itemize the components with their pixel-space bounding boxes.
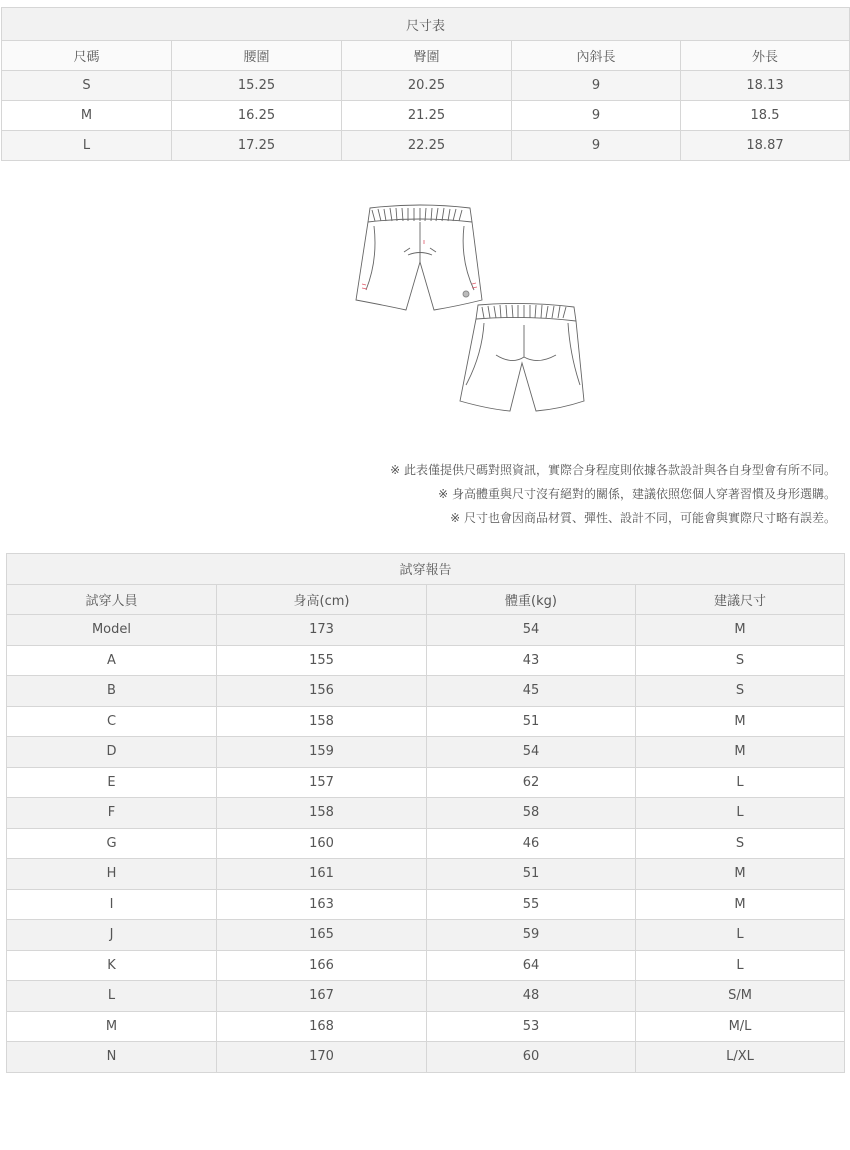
table-row: [7, 950, 845, 981]
table-cell: 157: [217, 767, 427, 798]
table-row: [7, 1042, 845, 1073]
table-cell: S/M: [636, 981, 845, 1012]
table-row: [7, 767, 845, 798]
note-line: ※ 身高體重與尺寸沒有絕對的關係，建議依照您個人穿著習慣及身形選購。: [438, 487, 836, 501]
table-cell: 163: [217, 889, 427, 920]
table-row: [2, 71, 850, 101]
table-cell: 16.25: [172, 101, 342, 131]
column-header: 腰圍: [172, 41, 342, 71]
note-line: ※ 此表僅提供尺碼對照資訊，實際合身程度則依據各款設計與各自身型會有所不同。: [390, 463, 836, 477]
table-cell: L: [636, 950, 845, 981]
shorts-back-view: [460, 303, 584, 411]
table-row: [7, 706, 845, 737]
table-row: [7, 920, 845, 951]
table-row: [7, 981, 845, 1012]
table-cell: 18.87: [681, 131, 850, 161]
table-row: [7, 859, 845, 890]
table-row: [7, 828, 845, 859]
table-cell: L/XL: [636, 1042, 845, 1073]
table-cell: B: [7, 676, 217, 707]
table-row: [2, 101, 850, 131]
table-cell: 46: [427, 828, 636, 859]
column-header: 外長: [681, 41, 850, 71]
column-header: 臀圍: [342, 41, 512, 71]
column-header: 建議尺寸: [636, 584, 845, 615]
table-row: [7, 889, 845, 920]
table-cell: 22.25: [342, 131, 512, 161]
table-cell: M: [636, 889, 845, 920]
table-cell: 51: [427, 859, 636, 890]
table-cell: 20.25: [342, 71, 512, 101]
table-row: [7, 798, 845, 829]
table-cell: 173: [217, 615, 427, 646]
table-cell: 165: [217, 920, 427, 951]
table-row: [2, 131, 850, 161]
table-cell: Model: [7, 615, 217, 646]
column-header: 身高(cm): [217, 584, 427, 615]
fit-report-body: [7, 615, 845, 1073]
size-chart-table: [1, 7, 850, 161]
size-chart-header-row: [2, 41, 850, 71]
table-cell: 64: [427, 950, 636, 981]
table-cell: C: [7, 706, 217, 737]
table-cell: 155: [217, 645, 427, 676]
table-cell: 158: [217, 706, 427, 737]
size-chart-title: 尺寸表: [2, 8, 850, 41]
table-cell: 167: [217, 981, 427, 1012]
table-cell: E: [7, 767, 217, 798]
table-cell: 18.5: [681, 101, 850, 131]
column-header: 尺碼: [2, 41, 172, 71]
table-cell: 18.13: [681, 71, 850, 101]
fit-report-title: 試穿報告: [7, 554, 845, 585]
note-line: ※ 尺寸也會因商品材質、彈性、設計不同，可能會與實際尺寸略有誤差。: [450, 511, 836, 525]
table-cell: M/L: [636, 1011, 845, 1042]
table-cell: 17.25: [172, 131, 342, 161]
table-cell: H: [7, 859, 217, 890]
table-cell: G: [7, 828, 217, 859]
table-cell: L: [7, 981, 217, 1012]
size-notes: [390, 458, 836, 530]
table-cell: 60: [427, 1042, 636, 1073]
table-cell: D: [7, 737, 217, 768]
table-cell: L: [2, 131, 172, 161]
table-cell: 161: [217, 859, 427, 890]
table-cell: L: [636, 920, 845, 951]
table-cell: 58: [427, 798, 636, 829]
table-row: [7, 615, 845, 646]
table-cell: S: [636, 676, 845, 707]
table-cell: J: [7, 920, 217, 951]
table-cell: 170: [217, 1042, 427, 1073]
table-cell: M: [2, 101, 172, 131]
table-cell: 62: [427, 767, 636, 798]
fit-report-table: [6, 553, 845, 1073]
table-cell: 15.25: [172, 71, 342, 101]
table-cell: L: [636, 798, 845, 829]
table-cell: 166: [217, 950, 427, 981]
table-row: [7, 737, 845, 768]
table-cell: N: [7, 1042, 217, 1073]
fit-report-header-row: [7, 584, 845, 615]
table-cell: I: [7, 889, 217, 920]
table-cell: 159: [217, 737, 427, 768]
table-cell: 21.25: [342, 101, 512, 131]
shorts-front-view: [356, 205, 482, 310]
table-cell: S: [636, 828, 845, 859]
table-cell: 156: [217, 676, 427, 707]
table-row: [7, 645, 845, 676]
table-cell: 43: [427, 645, 636, 676]
column-header: 試穿人員: [7, 584, 217, 615]
table-cell: 53: [427, 1011, 636, 1042]
table-cell: 9: [512, 71, 681, 101]
column-header: 內斜長: [512, 41, 681, 71]
table-cell: S: [636, 645, 845, 676]
table-cell: M: [636, 859, 845, 890]
table-cell: M: [636, 706, 845, 737]
table-cell: A: [7, 645, 217, 676]
table-row: [7, 676, 845, 707]
table-cell: 45: [427, 676, 636, 707]
table-cell: K: [7, 950, 217, 981]
column-header: 體重(kg): [427, 584, 636, 615]
table-cell: 55: [427, 889, 636, 920]
table-cell: 59: [427, 920, 636, 951]
table-cell: 158: [217, 798, 427, 829]
table-cell: 48: [427, 981, 636, 1012]
table-cell: 160: [217, 828, 427, 859]
table-cell: F: [7, 798, 217, 829]
table-cell: 168: [217, 1011, 427, 1042]
table-cell: 9: [512, 101, 681, 131]
shorts-diagram-image: [348, 200, 588, 415]
table-cell: M: [636, 737, 845, 768]
table-cell: M: [636, 615, 845, 646]
table-cell: S: [2, 71, 172, 101]
table-cell: 9: [512, 131, 681, 161]
table-row: [7, 1011, 845, 1042]
table-cell: L: [636, 767, 845, 798]
table-cell: 54: [427, 615, 636, 646]
table-cell: 51: [427, 706, 636, 737]
table-cell: M: [7, 1011, 217, 1042]
table-cell: 54: [427, 737, 636, 768]
